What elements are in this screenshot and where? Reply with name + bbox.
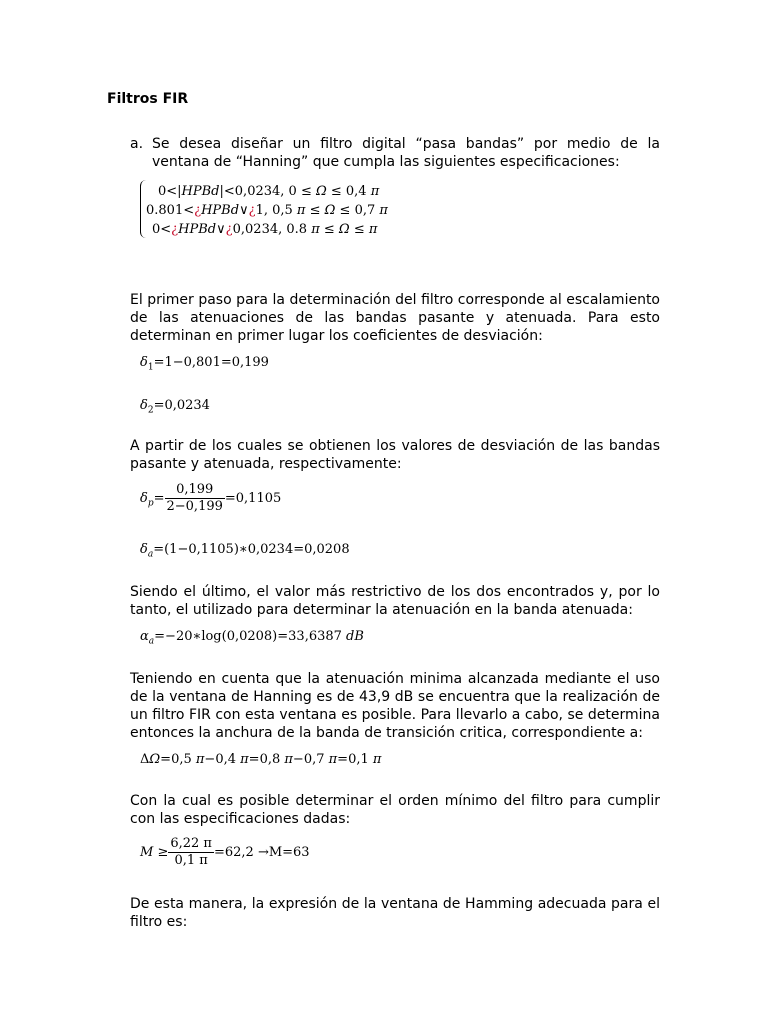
list-item-text: Se desea diseñar un filtro digital “pasa bandas” por medio de la ventana de “Hanning” que cumpla las siguientes especificaciones: bbox=[152, 136, 660, 170]
order-numerator: 6,22 π bbox=[170, 836, 212, 851]
equation-delta1: $\delta_1=1-0,801=0,199$ bbox=[140, 355, 269, 373]
paragraph-6: De esta manera, la expresión de la ventana de Hamming adecuada para el filtro es: bbox=[130, 896, 660, 930]
equation-deltap-result: =0,1105 bbox=[224, 491, 282, 506]
equation-order-result: =62,2 →M=63 bbox=[213, 845, 310, 860]
paragraph-5: Con la cual es posible determinar el orden mínimo del filtro para cumplir con las especificaciones dadas: bbox=[130, 793, 660, 827]
section-heading: Filtros FIR bbox=[107, 91, 189, 107]
spec-line-1: 0<|HPBd|<0,0234, 0 ≤ Ω ≤ 0,4 π bbox=[158, 184, 380, 199]
equation-deltap: $\delta_p=$ $\frac{0,199}{2-0,199}$ =0,1105 bbox=[140, 482, 282, 514]
list-marker: a. bbox=[130, 136, 144, 152]
paragraph-3: Siendo el último, el valor más restrictivo de los dos encontrados y, por lo tanto, el utilizado para determinar la atenuación en la banda atenuada: bbox=[130, 584, 660, 618]
spec-line-3: 0<¿HPBd∨¿0,0234, 0.8 π ≤ Ω ≤ π bbox=[152, 222, 378, 237]
paragraph-2: A partir de los cuales se obtienen los valores de desviación de las bandas pasante y atenuada, respectivamente: bbox=[130, 438, 660, 472]
order-denominator: 0,1 π bbox=[174, 853, 208, 868]
equation-deltaa: $\delta_a=(1-0,1105)∗0,0234=0,0208$ bbox=[140, 542, 350, 560]
equation-order: M ≥ $\frac{6,22 \pi}{0,1 \pi}$ =62,2 →M=63 bbox=[140, 836, 310, 868]
equation-delta2: $\delta_2=0,0234$ bbox=[140, 398, 210, 416]
equation-delta-omega: ΔΩ=0,5 π−0,4 π=0,8 π−0,7 π=0,1 π bbox=[140, 752, 382, 767]
paragraph-4: Teniendo en cuenta que la atenuación minima alcanzada mediante el uso de la ventana de Hanning es de 43,9 dB se encuentra que la realización de un filtro FIR con esta ventana es posible. Para llevarlo a cabo, se determina entonces la anchura de la banda de transición critica, correspondiente a: bbox=[130, 671, 660, 741]
spec-line-2: 0.801<¿HPBd∨¿1, 0,5 π ≤ Ω ≤ 0,7 π bbox=[146, 203, 388, 218]
paragraph-1: El primer paso para la determinación del filtro corresponde al escalamiento de las atenuaciones de las bandas pasante y atenuada. Para esto determinan en primer lugar los coeficientes de desviación: bbox=[130, 292, 660, 344]
frac-denominator: 2−0,199 bbox=[166, 499, 223, 514]
frac-numerator: 0,199 bbox=[165, 482, 225, 499]
equation-alpha: $\alpha_a=-20∗\log(0,0208)=33,6387$ dB bbox=[140, 629, 364, 647]
